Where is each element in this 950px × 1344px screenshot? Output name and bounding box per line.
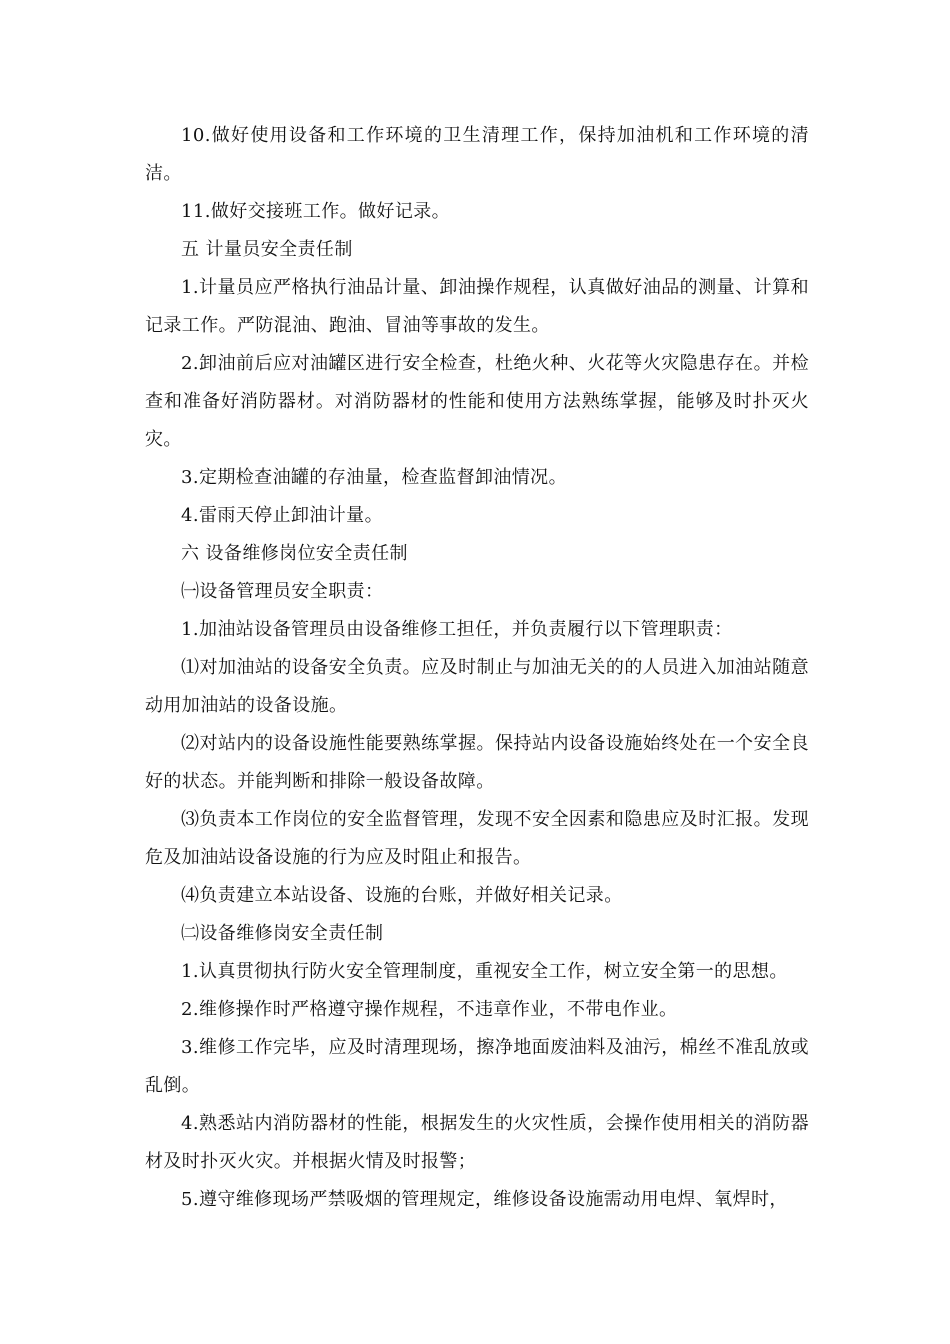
paragraph: 1.计量员应严格执行油品计量、卸油操作规程，认真做好油品的测量、计算和记录工作。严防混油、跑油、冒油等事故的发生。: [145, 277, 809, 336]
subsection-heading: ㈠设备管理员安全职责：: [181, 581, 384, 602]
paragraph: 5.遵守维修现场严禁吸烟的管理规定，维修设备设施需动用电焊、氧焊时，: [181, 1189, 788, 1210]
paragraph: 3.定期检查油罐的存油量，检查监督卸油情况。: [181, 467, 567, 488]
paragraph: ⑶负责本工作岗位的安全监督管理，发现不安全因素和隐患应及时汇报。发现危及加油站设备设施的行为应及时阻止和报告。: [145, 809, 809, 868]
paragraph: 2.维修操作时严格遵守操作规程，不违章作业，不带电作业。: [181, 999, 678, 1020]
paragraph: 1.认真贯彻执行防火安全管理制度，重视安全工作，树立安全第一的思想。: [181, 961, 788, 982]
paragraph: ⑷负责建立本站设备、设施的台账，并做好相关记录。: [181, 885, 623, 906]
section-heading: 六 设备维修岗位安全责任制: [181, 543, 408, 564]
paragraph: 3.维修工作完毕，应及时清理现场，擦净地面废油料及油污，棉丝不准乱放或乱倒。: [145, 1037, 809, 1096]
paragraph: 1.加油站设备管理员由设备维修工担任，并负责履行以下管理职责：: [181, 619, 733, 640]
paragraph: 11.做好交接班工作。做好记录。: [181, 201, 451, 222]
paragraph: ⑵对站内的设备设施性能要熟练掌握。保持站内设备设施始终处在一个安全良好的状态。并能判断和排除一般设备故障。: [145, 733, 809, 792]
document-body: [145, 117, 809, 1219]
paragraph: 4.雷雨天停止卸油计量。: [181, 505, 383, 526]
paragraph: 2.卸油前后应对油罐区进行安全检查，杜绝火种、火花等火灾隐患存在。并检查和准备好消防器材。对消防器材的性能和使用方法熟练掌握，能够及时扑灭火灾。: [145, 353, 809, 450]
subsection-heading: ㈡设备维修岗安全责任制: [181, 923, 384, 944]
section-heading: 五 计量员安全责任制: [181, 239, 353, 260]
paragraph: ⑴对加油站的设备安全负责。应及时制止与加油无关的的人员进入加油站随意动用加油站的设备设施。: [145, 657, 809, 716]
paragraph: 4.熟悉站内消防器材的性能，根据发生的火灾性质，会操作使用相关的消防器材及时扑灭火灾。并根据火情及时报警；: [145, 1113, 809, 1172]
paragraph: 10.做好使用设备和工作环境的卫生清理工作，保持加油机和工作环境的清洁。: [145, 125, 809, 184]
